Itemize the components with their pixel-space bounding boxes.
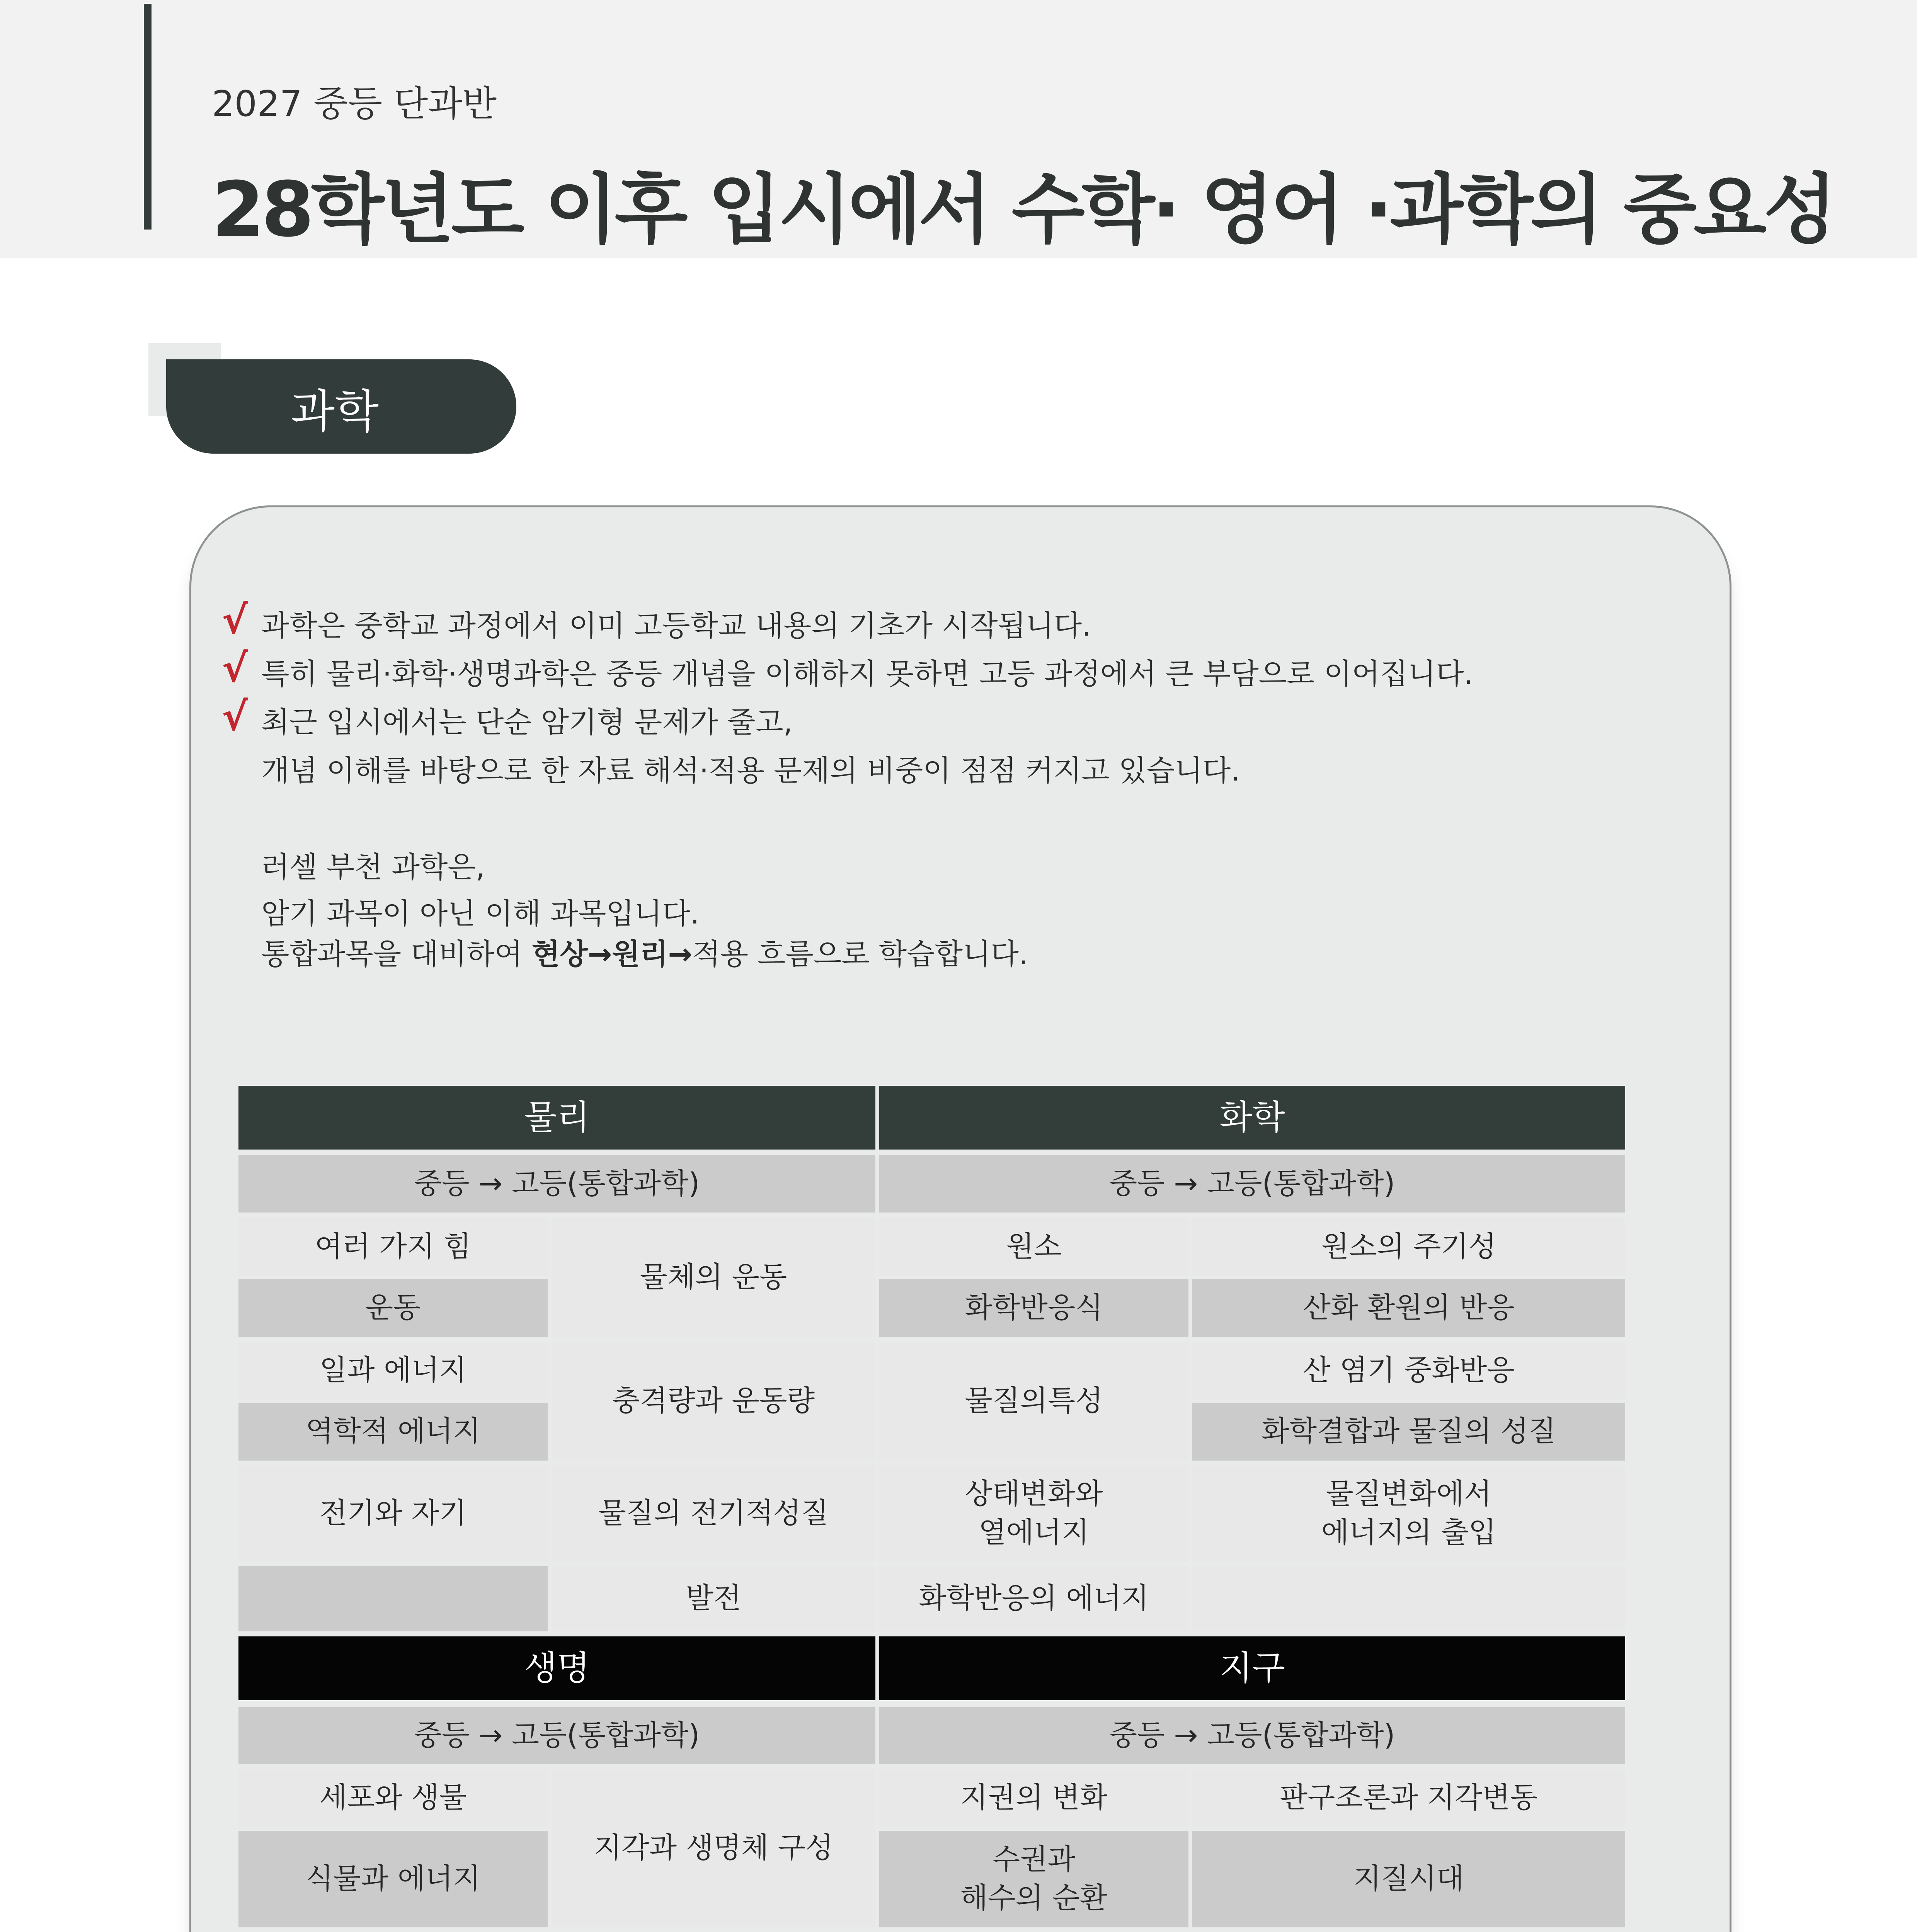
- chemistry-topic-cell: 원소: [879, 1218, 1188, 1276]
- check-icon: √: [222, 646, 248, 691]
- section-tab-label: 과학: [291, 385, 379, 438]
- physics-subheader: 중등 → 고등(통합과학): [238, 1155, 875, 1213]
- bullet-continuation: 개념 이해를 바탕으로 한 자료 해석·적용 문제의 비중이 점점 커지고 있습니다.: [261, 753, 1240, 787]
- physics-header: 물리: [238, 1086, 875, 1150]
- page-header: [0, 0, 1917, 258]
- biology-highschool-cell: 지각과 생명체 구성: [552, 1769, 875, 1927]
- chemistry-topic-cell: 상태변화와 열에너지: [879, 1465, 1188, 1562]
- physics-highschool-cell: 발전: [552, 1566, 875, 1631]
- earth-header: 지구: [879, 1636, 1625, 1700]
- bullet-text-3: 최근 입시에서는 단순 암기형 문제가 줄고,: [261, 705, 793, 739]
- check-icon: √: [222, 694, 248, 739]
- check-icon: √: [222, 597, 248, 643]
- chemistry-highschool-cell: 산화 환원의 반응: [1192, 1279, 1625, 1337]
- paragraph-line-3-post: 적용 흐름으로 학습합니다.: [692, 937, 1028, 971]
- chemistry-header: 화학: [879, 1086, 1625, 1150]
- chemistry-topic-cell: 화학반응의 에너지: [879, 1566, 1188, 1631]
- chemistry-topic-cell: 물질의특성: [879, 1342, 1188, 1461]
- earth-subheader: 중등 → 고등(통합과학): [879, 1707, 1625, 1764]
- earth-topic-cell: 지권의 변화: [879, 1769, 1188, 1827]
- page-title: 28학년도 이후 입시에서 수학· 영어 ·과학의 중요성: [212, 166, 1834, 254]
- earth-highschool-cell: 판구조론과 지각변동: [1192, 1769, 1625, 1827]
- chemistry-highschool-cell: 화학결합과 물질의 성질: [1192, 1403, 1625, 1461]
- earth-highschool-cell: 지질시대: [1192, 1831, 1625, 1927]
- paragraph-line-3: [261, 931, 1028, 973]
- biology-header: 생명: [238, 1636, 875, 1700]
- header-accent-bar: [144, 4, 152, 230]
- biology-topic-cell: 식물과 에너지: [238, 1831, 548, 1927]
- physics-highschool-cell: 충격량과 운동량: [552, 1342, 875, 1461]
- physics-topic-cell: 전기와 자기: [238, 1465, 548, 1562]
- page-subtitle: 2027 중등 단과반: [212, 83, 497, 124]
- chemistry-highschool-cell: 산 염기 중화반응: [1192, 1342, 1625, 1400]
- earth-topic-cell: 수권과 해수의 순환: [879, 1831, 1188, 1927]
- physics-topic-cell: 여러 가지 힘: [238, 1218, 548, 1276]
- chemistry-highschool-cell: 원소의 주기성: [1192, 1218, 1625, 1276]
- bullet-text-2: 특히 물리·화학·생명과학은 중등 개념을 이해하지 못하면 고등 과정에서 큰 부담으로 이어집니다.: [261, 657, 1473, 691]
- paragraph-line-1: 러셀 부천 과학은,: [261, 850, 485, 884]
- paragraph-line-3-bold: 현상→원리→: [531, 937, 693, 971]
- paragraph-line-3-pre: 통합과목을 대비하여: [261, 937, 532, 971]
- physics-topic-cell: [238, 1566, 548, 1631]
- physics-topic-cell: 일과 에너지: [238, 1342, 548, 1400]
- physics-highschool-cell: 물체의 운동: [552, 1218, 875, 1337]
- bullet-text-1: 과학은 중학교 과정에서 이미 고등학교 내용의 기초가 시작됩니다.: [261, 609, 1091, 643]
- paragraph-line-2: 암기 과목이 아닌 이해 과목입니다.: [261, 896, 700, 930]
- chemistry-highschool-cell: [1192, 1566, 1625, 1631]
- chemistry-subheader: 중등 → 고등(통합과학): [879, 1155, 1625, 1213]
- biology-topic-cell: 세포와 생물: [238, 1769, 548, 1827]
- physics-highschool-cell: 물질의 전기적성질: [552, 1465, 875, 1562]
- physics-topic-cell: 역학적 에너지: [238, 1403, 548, 1461]
- physics-topic-cell: 운동: [238, 1279, 548, 1337]
- chemistry-highschool-cell: 물질변화에서 에너지의 출입: [1192, 1465, 1625, 1562]
- biology-subheader: 중등 → 고등(통합과학): [238, 1707, 875, 1764]
- chemistry-topic-cell: 화학반응식: [879, 1279, 1188, 1337]
